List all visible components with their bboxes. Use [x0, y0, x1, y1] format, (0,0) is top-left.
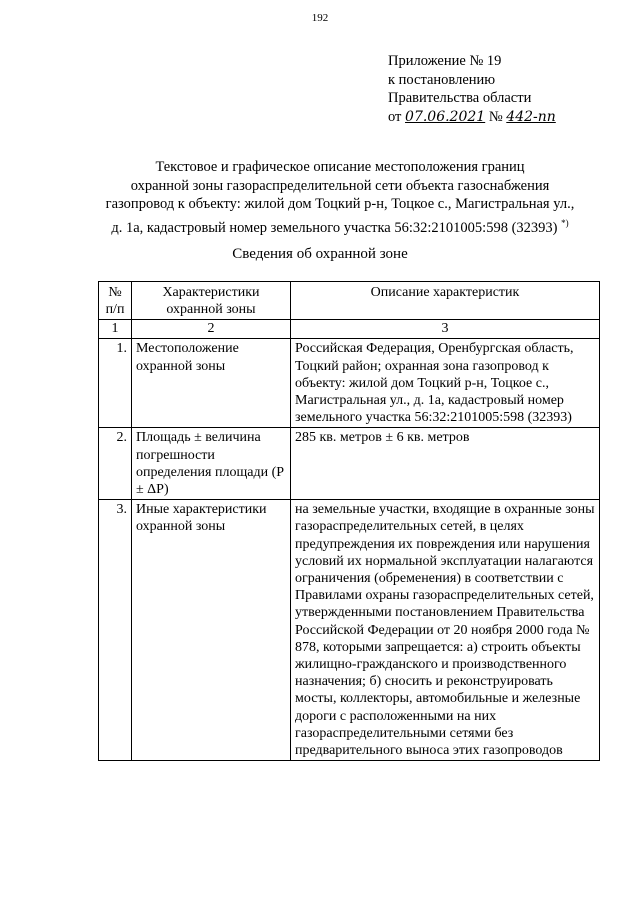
table-header-row — [99, 282, 600, 320]
row-characteristic: Площадь ± величина погрешности определения площади (P ± ΔP) — [132, 428, 291, 500]
appendix-line-3: Правительства области — [388, 90, 532, 106]
protection-zone-table — [98, 281, 600, 761]
title-line-4-wrap — [70, 214, 610, 237]
column-number: 2 — [132, 320, 291, 339]
row-description: 285 кв. метров ± 6 кв. метров — [291, 428, 600, 500]
column-numbers-row — [99, 320, 600, 339]
appendix-date-line — [388, 108, 556, 127]
row-num: 3. — [99, 500, 132, 761]
title-line-3: газопровод к объекту: жилой дом Тоцкий р-н, Тоцкое с., Магистральная ул., — [105, 196, 575, 212]
footnote-mark: *) — [561, 217, 569, 228]
row-description: Российская Федерация, Оренбургская область, Тоцкий район; охранная зона газопровод к объекту: жилой дом Тоцкий р-н, Тоцкое с., Магистральная ул., д. 1а, кадастровый номер земельного участка 56:32:2101005:598 (32393) — [291, 339, 600, 428]
handwritten-date: 07.06.2021 — [405, 108, 486, 125]
section-title: Сведения об охранной зоне — [232, 246, 408, 262]
title-line-2: охранной зоны газораспределительной сети объекта газоснабжения — [130, 177, 550, 194]
header-characteristic: Характеристики охранной зоны — [132, 282, 291, 320]
title-line-4: д. 1а, кадастровый номер земельного участка 56:32:2101005:598 (32393) — [111, 219, 558, 236]
table-row — [99, 428, 600, 500]
row-characteristic: Местоположение охранной зоны — [132, 339, 291, 428]
header-num: № п/п — [99, 282, 132, 320]
appendix-line-2: к постановлению — [388, 71, 496, 88]
appendix-from-prefix: от — [388, 108, 402, 125]
number-sign: № — [488, 108, 503, 125]
title-line-1: Текстовое и графическое описание местоположения границ — [155, 159, 525, 175]
row-num: 2. — [99, 428, 132, 500]
appendix-line-1: Приложение № 19 — [388, 53, 502, 69]
table-row — [99, 339, 600, 428]
appendix-block — [388, 52, 556, 126]
handwritten-number: 442-пп — [506, 108, 556, 125]
row-description: на земельные участки, входящие в охранные зоны газораспределительных сетей, в целях предупреждения их повреждения или нарушения условий их нормальной эксплуатации налагаются ограничения (обременения) в соответствии с Правилами охраны газораспределительных сетей, утвержденными постановлением Правительства Российской Федерации от 20 ноября 2000 года № 878, которыми запрещается: а) строить объекты жилищно-гражданского и производственного назначения; б) сносить и реконструировать мосты, коллекторы, автомобильные и железные дороги с расположенными на них газораспределительными сетями без предварительного выноса этих газопроводов — [291, 500, 600, 761]
column-number: 1 — [99, 320, 132, 339]
row-num: 1. — [99, 339, 132, 428]
header-description: Описание характеристик — [291, 282, 600, 320]
row-characteristic: Иные характеристики охранной зоны — [132, 500, 291, 761]
table-row — [99, 500, 600, 761]
document-title — [70, 158, 610, 237]
column-number: 3 — [291, 320, 600, 339]
page-number: 192 — [311, 12, 329, 24]
